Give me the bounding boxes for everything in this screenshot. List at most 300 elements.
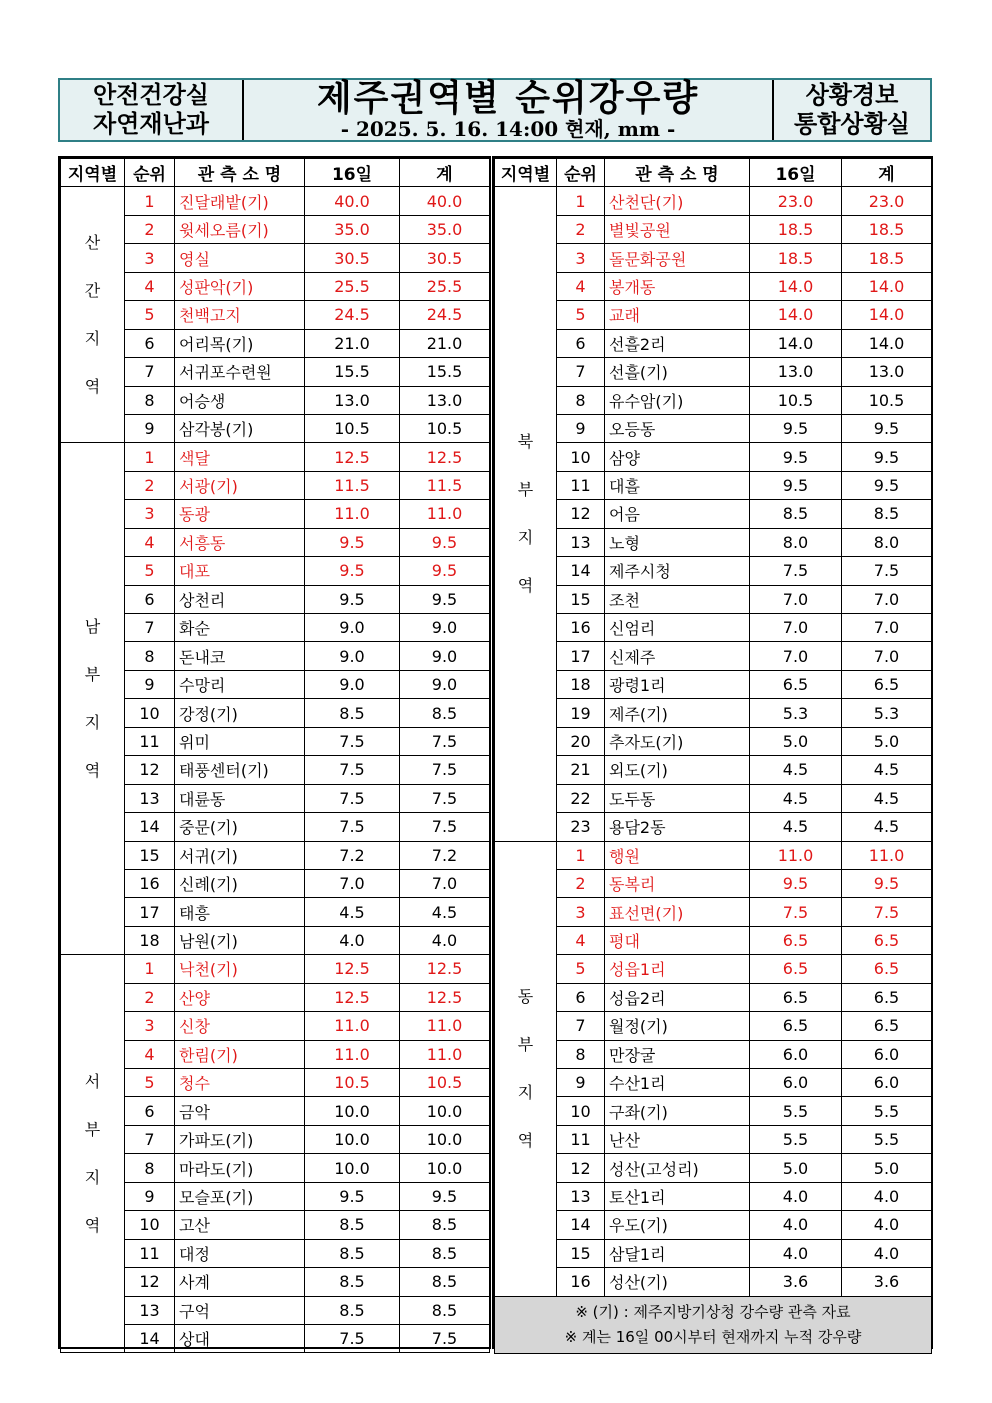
total-rainfall-cell: 12.5: [400, 443, 490, 471]
total-rainfall-cell: 7.5: [400, 813, 490, 841]
day-rainfall-cell: 13.0: [750, 358, 842, 386]
rank-cell: 14: [557, 557, 605, 585]
table-row: [495, 670, 932, 698]
table-row: [495, 500, 932, 528]
station-name-cell: 천백고지: [175, 301, 305, 329]
rank-cell: 8: [125, 1154, 175, 1182]
day-rainfall-cell: 8.5: [305, 1296, 400, 1324]
day-rainfall-cell: 7.5: [305, 813, 400, 841]
station-name-cell: 남원(기): [175, 926, 305, 954]
table-row: [61, 1069, 490, 1097]
day-rainfall-cell: 11.0: [305, 1012, 400, 1040]
day-rainfall-cell: 12.5: [305, 443, 400, 471]
station-name-cell: 평대: [605, 926, 750, 954]
table-row: [61, 1211, 490, 1239]
rank-cell: 7: [557, 358, 605, 386]
department-line2: 자연재난과: [93, 110, 209, 138]
rank-cell: 5: [557, 301, 605, 329]
rank-cell: 4: [557, 272, 605, 300]
total-rainfall-cell: 24.5: [400, 301, 490, 329]
total-rainfall-cell: 4.0: [400, 926, 490, 954]
table-row: [61, 784, 490, 812]
left-rainfall-table: [60, 158, 490, 1353]
total-rainfall-cell: 4.0: [842, 1239, 932, 1267]
day-rainfall-cell: 9.5: [750, 414, 842, 442]
rank-cell: 7: [125, 358, 175, 386]
day-rainfall-cell: 24.5: [305, 301, 400, 329]
total-rainfall-cell: 6.5: [842, 1012, 932, 1040]
station-name-cell: 광령1리: [605, 670, 750, 698]
day-rainfall-cell: 4.0: [305, 926, 400, 954]
day-rainfall-cell: 6.5: [750, 670, 842, 698]
rank-cell: 2: [557, 215, 605, 243]
station-name-cell: 산양: [175, 983, 305, 1011]
station-name-cell: 성산(고성리): [605, 1154, 750, 1182]
rank-cell: 12: [125, 756, 175, 784]
day-rainfall-cell: 7.5: [305, 1324, 400, 1352]
day-rainfall-cell: 7.5: [750, 557, 842, 585]
rank-cell: 13: [557, 1182, 605, 1210]
day-rainfall-cell: 6.5: [750, 983, 842, 1011]
total-rainfall-cell: 7.0: [842, 642, 932, 670]
table-row: [495, 813, 932, 841]
table-row: [61, 727, 490, 755]
station-name-cell: 성산(기): [605, 1268, 750, 1296]
total-rainfall-cell: 4.5: [842, 784, 932, 812]
day-rainfall-cell: 7.5: [305, 784, 400, 812]
station-name-cell: 표선면(기): [605, 898, 750, 926]
rank-cell: 15: [557, 585, 605, 613]
total-rainfall-cell: 11.5: [400, 471, 490, 499]
total-rainfall-cell: 4.5: [842, 756, 932, 784]
table-row: [61, 926, 490, 954]
station-name-cell: 행원: [605, 841, 750, 869]
table-header-row: [61, 159, 490, 187]
total-rainfall-cell: 11.0: [400, 1012, 490, 1040]
rank-cell: 3: [125, 500, 175, 528]
rank-cell: 16: [557, 614, 605, 642]
table-row: [495, 1012, 932, 1040]
page-subtitle: - 2025. 5. 16. 14:00 현재, mm -: [340, 117, 676, 141]
total-rainfall-cell: 14.0: [842, 301, 932, 329]
table-row: [61, 1012, 490, 1040]
rank-cell: 17: [125, 898, 175, 926]
column-header-rank: 순위: [557, 159, 605, 187]
table-row: [495, 244, 932, 272]
column-header-station: 관 측 소 명: [605, 159, 750, 187]
footnote-row: [495, 1296, 932, 1353]
table-row: [495, 983, 932, 1011]
day-rainfall-cell: 5.0: [750, 1154, 842, 1182]
total-rainfall-cell: 8.5: [400, 699, 490, 727]
total-rainfall-cell: 10.5: [400, 414, 490, 442]
column-header-station: 관 측 소 명: [175, 159, 305, 187]
day-rainfall-cell: 14.0: [750, 329, 842, 357]
rank-cell: 18: [125, 926, 175, 954]
total-rainfall-cell: 6.0: [842, 1040, 932, 1068]
column-header-region: 지역별: [495, 159, 557, 187]
station-name-cell: 구좌(기): [605, 1097, 750, 1125]
table-row: [61, 642, 490, 670]
day-rainfall-cell: 10.5: [750, 386, 842, 414]
total-rainfall-cell: 6.5: [842, 983, 932, 1011]
rank-cell: 10: [125, 699, 175, 727]
department-box: [60, 80, 244, 140]
day-rainfall-cell: 9.0: [305, 670, 400, 698]
table-row: [495, 841, 932, 869]
rank-cell: 10: [557, 443, 605, 471]
day-rainfall-cell: 11.5: [305, 471, 400, 499]
office-box: [772, 80, 930, 140]
total-rainfall-cell: 5.0: [842, 1154, 932, 1182]
footnote-line1: ※ (기) : 제주지방기상청 강수량 관측 자료: [575, 1302, 851, 1321]
rank-cell: 9: [557, 414, 605, 442]
day-rainfall-cell: 4.5: [750, 784, 842, 812]
day-rainfall-cell: 13.0: [305, 386, 400, 414]
total-rainfall-cell: 7.5: [400, 727, 490, 755]
station-name-cell: 돌문화공원: [605, 244, 750, 272]
total-rainfall-cell: 6.5: [842, 670, 932, 698]
day-rainfall-cell: 7.0: [750, 585, 842, 613]
day-rainfall-cell: 30.5: [305, 244, 400, 272]
rank-cell: 18: [557, 670, 605, 698]
rank-cell: 6: [557, 329, 605, 357]
rank-cell: 19: [557, 699, 605, 727]
rank-cell: 3: [125, 244, 175, 272]
table-row: [495, 471, 932, 499]
day-rainfall-cell: 23.0: [750, 187, 842, 215]
total-rainfall-cell: 9.5: [400, 585, 490, 613]
total-rainfall-cell: 5.5: [842, 1097, 932, 1125]
rank-cell: 9: [125, 670, 175, 698]
total-rainfall-cell: 8.5: [400, 1239, 490, 1267]
day-rainfall-cell: 10.0: [305, 1154, 400, 1182]
station-name-cell: 상대: [175, 1324, 305, 1352]
region-label: 동부지역: [517, 986, 534, 1150]
station-name-cell: 마라도(기): [175, 1154, 305, 1182]
rank-cell: 8: [125, 386, 175, 414]
rank-cell: 4: [125, 272, 175, 300]
total-rainfall-cell: 11.0: [842, 841, 932, 869]
department-line1: 안전건강실: [93, 81, 209, 109]
day-rainfall-cell: 8.5: [305, 699, 400, 727]
rank-cell: 3: [557, 244, 605, 272]
total-rainfall-cell: 10.0: [400, 1125, 490, 1153]
total-rainfall-cell: 7.5: [400, 756, 490, 784]
table-row: [61, 301, 490, 329]
region-label: 북부지역: [517, 431, 534, 595]
station-name-cell: 서흥동: [175, 528, 305, 556]
table-row: [61, 1324, 490, 1352]
total-rainfall-cell: 40.0: [400, 187, 490, 215]
column-header-day: 16일: [750, 159, 842, 187]
total-rainfall-cell: 4.5: [400, 898, 490, 926]
day-rainfall-cell: 6.5: [750, 955, 842, 983]
table-row: [495, 1040, 932, 1068]
station-name-cell: 노형: [605, 528, 750, 556]
total-rainfall-cell: 9.0: [400, 642, 490, 670]
region-label-cell: [61, 955, 125, 1353]
table-row: [495, 358, 932, 386]
day-rainfall-cell: 10.0: [305, 1097, 400, 1125]
station-name-cell: 고산: [175, 1211, 305, 1239]
table-row: [495, 784, 932, 812]
rank-cell: 22: [557, 784, 605, 812]
day-rainfall-cell: 4.5: [305, 898, 400, 926]
total-rainfall-cell: 7.5: [842, 898, 932, 926]
day-rainfall-cell: 7.0: [750, 642, 842, 670]
total-rainfall-cell: 6.5: [842, 926, 932, 954]
station-name-cell: 영실: [175, 244, 305, 272]
total-rainfall-cell: 7.5: [842, 557, 932, 585]
table-row: [61, 414, 490, 442]
total-rainfall-cell: 8.5: [400, 1296, 490, 1324]
table-row: [61, 244, 490, 272]
rank-cell: 2: [125, 215, 175, 243]
table-row: [495, 329, 932, 357]
table-row: [495, 1239, 932, 1267]
table-row: [61, 1268, 490, 1296]
station-name-cell: 중문(기): [175, 813, 305, 841]
table-row: [61, 1182, 490, 1210]
rank-cell: 11: [557, 471, 605, 499]
column-header-day: 16일: [305, 159, 400, 187]
rank-cell: 20: [557, 727, 605, 755]
total-rainfall-cell: 13.0: [842, 358, 932, 386]
day-rainfall-cell: 4.5: [750, 813, 842, 841]
station-name-cell: 도두동: [605, 784, 750, 812]
total-rainfall-cell: 12.5: [400, 983, 490, 1011]
station-name-cell: 어리목(기): [175, 329, 305, 357]
station-name-cell: 수산1리: [605, 1069, 750, 1097]
total-rainfall-cell: 9.5: [400, 1182, 490, 1210]
total-rainfall-cell: 9.5: [842, 443, 932, 471]
station-name-cell: 동복리: [605, 869, 750, 897]
region-label-cell: [495, 841, 557, 1296]
region-label: 서부지역: [84, 1071, 101, 1235]
rank-cell: 14: [125, 1324, 175, 1352]
total-rainfall-cell: 6.0: [842, 1069, 932, 1097]
day-rainfall-cell: 5.5: [750, 1097, 842, 1125]
region-label-cell: [495, 187, 557, 841]
station-name-cell: 선흘(기): [605, 358, 750, 386]
total-rainfall-cell: 8.5: [400, 1268, 490, 1296]
station-name-cell: 성읍1리: [605, 955, 750, 983]
rank-cell: 2: [557, 869, 605, 897]
rank-cell: 6: [125, 1097, 175, 1125]
rank-cell: 1: [125, 955, 175, 983]
total-rainfall-cell: 7.5: [400, 784, 490, 812]
report-header: [58, 78, 932, 142]
station-name-cell: 구억: [175, 1296, 305, 1324]
table-row: [61, 187, 490, 215]
rank-cell: 4: [125, 528, 175, 556]
left-rainfall-panel: [58, 156, 491, 1349]
day-rainfall-cell: 6.5: [750, 1012, 842, 1040]
table-row: [61, 329, 490, 357]
total-rainfall-cell: 9.5: [842, 414, 932, 442]
station-name-cell: 삼양: [605, 443, 750, 471]
table-row: [61, 813, 490, 841]
rank-cell: 6: [125, 585, 175, 613]
total-rainfall-cell: 10.5: [400, 1069, 490, 1097]
station-name-cell: 수망리: [175, 670, 305, 698]
total-rainfall-cell: 5.5: [842, 1125, 932, 1153]
day-rainfall-cell: 12.5: [305, 955, 400, 983]
station-name-cell: 삼달1리: [605, 1239, 750, 1267]
table-row: [61, 983, 490, 1011]
day-rainfall-cell: 4.0: [750, 1211, 842, 1239]
table-header-row: [495, 159, 932, 187]
station-name-cell: 토산1리: [605, 1182, 750, 1210]
day-rainfall-cell: 9.0: [305, 642, 400, 670]
day-rainfall-cell: 18.5: [750, 244, 842, 272]
column-header-rank: 순위: [125, 159, 175, 187]
total-rainfall-cell: 7.2: [400, 841, 490, 869]
table-row: [61, 841, 490, 869]
day-rainfall-cell: 4.0: [750, 1239, 842, 1267]
rank-cell: 13: [125, 784, 175, 812]
table-row: [495, 557, 932, 585]
day-rainfall-cell: 25.5: [305, 272, 400, 300]
station-name-cell: 대륜동: [175, 784, 305, 812]
column-header-total: 계: [842, 159, 932, 187]
table-row: [61, 215, 490, 243]
total-rainfall-cell: 9.5: [842, 869, 932, 897]
table-row: [495, 585, 932, 613]
total-rainfall-cell: 8.5: [400, 1211, 490, 1239]
table-row: [495, 528, 932, 556]
table-row: [61, 386, 490, 414]
table-row: [495, 1154, 932, 1182]
total-rainfall-cell: 9.0: [400, 614, 490, 642]
table-row: [61, 443, 490, 471]
station-name-cell: 산천단(기): [605, 187, 750, 215]
rank-cell: 17: [557, 642, 605, 670]
rank-cell: 1: [557, 841, 605, 869]
rank-cell: 6: [557, 983, 605, 1011]
rank-cell: 14: [125, 813, 175, 841]
station-name-cell: 사계: [175, 1268, 305, 1296]
station-name-cell: 만장굴: [605, 1040, 750, 1068]
rank-cell: 8: [557, 1040, 605, 1068]
table-row: [495, 1182, 932, 1210]
total-rainfall-cell: 13.0: [400, 386, 490, 414]
station-name-cell: 추자도(기): [605, 727, 750, 755]
right-rainfall-table: [494, 158, 932, 1354]
day-rainfall-cell: 9.5: [750, 471, 842, 499]
station-name-cell: 신례(기): [175, 869, 305, 897]
table-row: [61, 500, 490, 528]
rank-cell: 23: [557, 813, 605, 841]
rank-cell: 14: [557, 1211, 605, 1239]
right-rainfall-panel: [492, 156, 933, 1349]
column-header-region: 지역별: [61, 159, 125, 187]
total-rainfall-cell: 7.0: [842, 585, 932, 613]
total-rainfall-cell: 8.5: [842, 500, 932, 528]
day-rainfall-cell: 8.5: [305, 1211, 400, 1239]
table-row: [61, 585, 490, 613]
station-name-cell: 성읍2리: [605, 983, 750, 1011]
station-name-cell: 별빛공원: [605, 215, 750, 243]
day-rainfall-cell: 7.5: [305, 727, 400, 755]
table-row: [61, 1239, 490, 1267]
total-rainfall-cell: 8.0: [842, 528, 932, 556]
table-row: [495, 443, 932, 471]
table-row: [61, 358, 490, 386]
rank-cell: 11: [125, 1239, 175, 1267]
table-row: [61, 1097, 490, 1125]
rank-cell: 11: [557, 1125, 605, 1153]
day-rainfall-cell: 7.2: [305, 841, 400, 869]
table-row: [495, 1211, 932, 1239]
day-rainfall-cell: 9.5: [305, 557, 400, 585]
rank-cell: 5: [125, 1069, 175, 1097]
table-row: [495, 272, 932, 300]
day-rainfall-cell: 5.3: [750, 699, 842, 727]
station-name-cell: 외도(기): [605, 756, 750, 784]
rank-cell: 15: [557, 1239, 605, 1267]
day-rainfall-cell: 4.0: [750, 1182, 842, 1210]
table-row: [495, 215, 932, 243]
day-rainfall-cell: 5.5: [750, 1125, 842, 1153]
region-label: 남부지역: [84, 616, 101, 780]
table-row: [61, 614, 490, 642]
rank-cell: 7: [557, 1012, 605, 1040]
title-box: [242, 80, 774, 140]
day-rainfall-cell: 11.0: [305, 1040, 400, 1068]
station-name-cell: 어승생: [175, 386, 305, 414]
table-row: [495, 386, 932, 414]
station-name-cell: 신제주: [605, 642, 750, 670]
total-rainfall-cell: 9.5: [400, 557, 490, 585]
total-rainfall-cell: 9.0: [400, 670, 490, 698]
total-rainfall-cell: 5.0: [842, 727, 932, 755]
rank-cell: 8: [125, 642, 175, 670]
station-name-cell: 신엄리: [605, 614, 750, 642]
day-rainfall-cell: 35.0: [305, 215, 400, 243]
table-row: [495, 614, 932, 642]
table-row: [61, 756, 490, 784]
day-rainfall-cell: 18.5: [750, 215, 842, 243]
rank-cell: 10: [125, 1211, 175, 1239]
station-name-cell: 화순: [175, 614, 305, 642]
table-row: [61, 557, 490, 585]
day-rainfall-cell: 6.5: [750, 926, 842, 954]
region-label-cell: [61, 187, 125, 443]
day-rainfall-cell: 9.5: [305, 1182, 400, 1210]
total-rainfall-cell: 14.0: [842, 272, 932, 300]
station-name-cell: 청수: [175, 1069, 305, 1097]
rank-cell: 7: [125, 1125, 175, 1153]
station-name-cell: 금악: [175, 1097, 305, 1125]
total-rainfall-cell: 15.5: [400, 358, 490, 386]
total-rainfall-cell: 23.0: [842, 187, 932, 215]
rank-cell: 9: [125, 1182, 175, 1210]
table-row: [495, 1069, 932, 1097]
total-rainfall-cell: 7.5: [400, 1324, 490, 1352]
rank-cell: 9: [557, 1069, 605, 1097]
station-name-cell: 신창: [175, 1012, 305, 1040]
station-name-cell: 교래: [605, 301, 750, 329]
table-row: [495, 699, 932, 727]
total-rainfall-cell: 7.0: [842, 614, 932, 642]
total-rainfall-cell: 3.6: [842, 1268, 932, 1296]
office-line1: 상황경보: [805, 81, 899, 109]
rank-cell: 5: [557, 955, 605, 983]
table-row: [495, 187, 932, 215]
table-row: [61, 670, 490, 698]
